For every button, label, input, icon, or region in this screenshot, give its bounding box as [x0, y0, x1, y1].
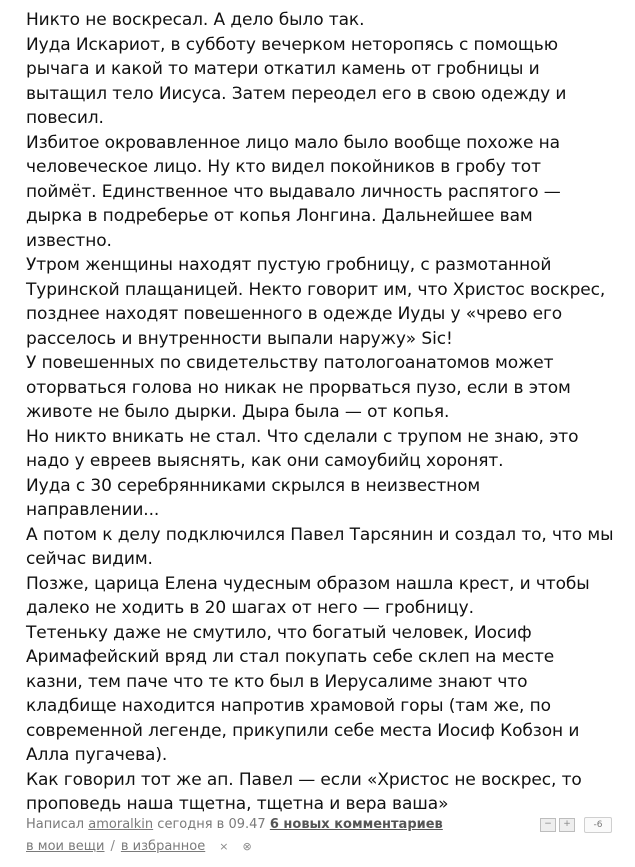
post-actions	[26, 837, 616, 857]
author-link[interactable]: amoralkin	[88, 817, 154, 832]
post-paragraph: У повешенных по свидетельству патологоанатомов может оторваться голова но никак не прорваться пузо, если в этом животе не было дырки. Дыра была — от копья.	[26, 353, 571, 422]
post-time: сегодня в 09.47	[157, 817, 266, 832]
block-icon[interactable]: ⊗	[242, 840, 252, 853]
add-to-my-things-link[interactable]: в мои вещи	[26, 839, 105, 854]
post-footer	[26, 815, 616, 857]
post-paragraph: Утром женщины находят пустую гробницу, с размотанной Туринской плащаницей. Некто говорит им, что Христос воскрес, позднее находят повешенного в одежде Иуды у «чрево его расселось и внутренности выпали наружу» Sic!	[26, 255, 606, 349]
post-body	[26, 8, 616, 817]
close-icon[interactable]: ×	[219, 840, 229, 853]
vote-down-button[interactable]: −	[540, 818, 556, 832]
comments-link[interactable]: 6 новых комментариев	[269, 817, 443, 832]
vote-up-button[interactable]: +	[559, 818, 575, 832]
add-to-favorites-link[interactable]: в избранное	[120, 839, 206, 854]
post-meta	[26, 815, 616, 837]
post-paragraph: Избитое окровавленное лицо мало было вообще похоже на человеческое лицо. Ну кто видел покойников в гробу тот поймёт. Единственное что выдавало личность распятого — дырка в подреберье от копья Лонгина. Дальнейшее вам известно.	[26, 132, 561, 251]
post-paragraph: Тетеньку даже не смутило, что богатый человек, Иосиф Аримафейский вряд ли стал покупать себе склеп на месте казни, тем паче что те кто был в Иерусалиме знают что кладбище находится напротив храмовой горы (там же, по современной легенде, прикупили себе места Иосиф Кобзон и Алла пугачева).	[26, 622, 580, 765]
post-paragraph: Иуда Искариот, в субботу вечерком неторопясь с помощью рычага и какой то матери откатил камень от гробницы и вытащил тело Иисуса. Затем переодел его в свою одежду и повесил.	[26, 34, 567, 128]
post-paragraph: А потом к делу подключился Павел Тарсянин и создал то, что мы сейчас видим.	[26, 524, 614, 569]
post-paragraph: Как говорил тот же ап. Павел — если «Христос не воскрес, то проповедь наша тщетна, тщетна и вера ваша»	[26, 769, 582, 814]
author-prefix: Написал	[26, 817, 85, 832]
post-paragraph: Иуда с 30 серебрянниками скрылся в неизвестном направлении...	[26, 475, 481, 520]
post-paragraph: Никто не воскресал. А дело было так.	[26, 10, 365, 30]
post-paragraph: Позже, царица Елена чудесным образом нашла крест, и чтобы далеко не ходить в 20 шагах от него — гробницу.	[26, 573, 590, 618]
vote-controls	[540, 817, 612, 833]
link-separator: /	[110, 839, 115, 854]
post-paragraph: Но никто вникать не стал. Что сделали с трупом не знаю, это надо у евреев выяснять, как они самоубийц хоронят.	[26, 426, 579, 471]
rating-score: -6	[584, 817, 612, 833]
